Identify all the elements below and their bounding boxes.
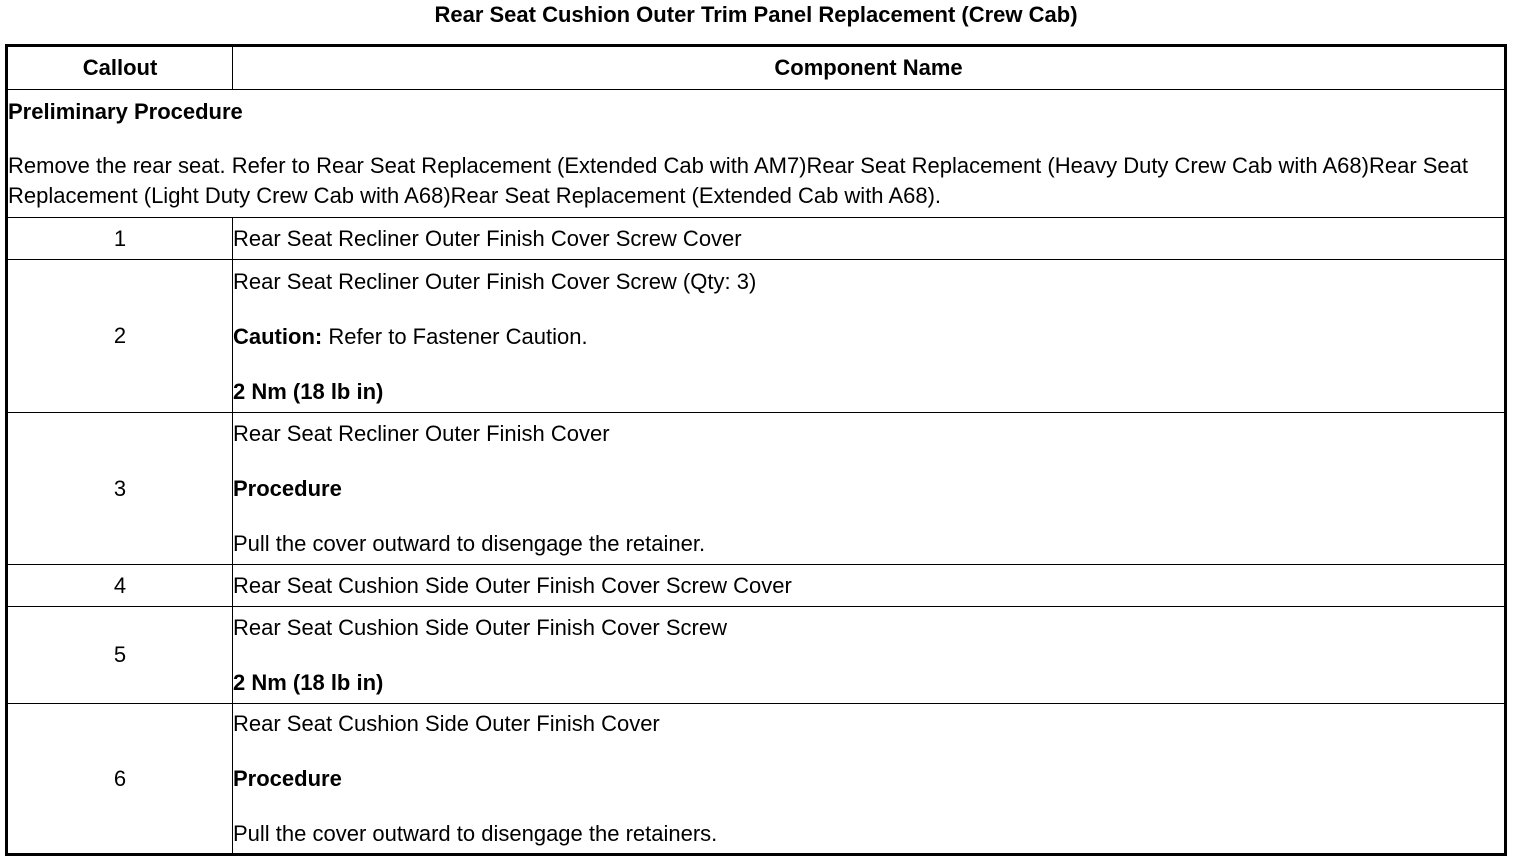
caution-label: Caution: <box>233 323 323 349</box>
table-row <box>7 565 1506 607</box>
table-header-row <box>7 46 1506 90</box>
table-row <box>7 607 1506 704</box>
component-name-cell <box>233 607 1506 704</box>
component-name-cell <box>233 218 1506 260</box>
procedure-heading: Procedure <box>233 476 342 501</box>
torque-spec: 2 Nm (18 lb in) <box>233 378 384 404</box>
table-row <box>7 413 1506 565</box>
procedure-heading: Procedure <box>233 766 342 791</box>
callout-column-header: Callout <box>7 46 233 90</box>
table-row <box>7 704 1506 855</box>
component-name: Rear Seat Recliner Outer Finish Cover <box>233 421 610 446</box>
component-name: Rear Seat Cushion Side Outer Finish Cover Screw <box>233 615 727 640</box>
callout-number: 3 <box>7 413 233 565</box>
component-name: Rear Seat Cushion Side Outer Finish Cover Screw Cover <box>233 573 792 598</box>
caution-text: Refer to Fastener Caution. <box>322 323 588 349</box>
callout-number: 4 <box>7 565 233 607</box>
component-name: Rear Seat Cushion Side Outer Finish Cover <box>233 711 660 736</box>
component-name: Rear Seat Recliner Outer Finish Cover Screw Cover <box>233 226 742 251</box>
component-name-column-header: Component Name <box>233 46 1506 90</box>
callout-number: 2 <box>7 260 233 413</box>
preliminary-procedure-text: Remove the rear seat. Refer to Rear Seat Replacement (Extended Cab with AM7)Rear Seat Replacement (Heavy Duty Crew Cab with A68)Rear Seat Replacement (Light Duty Crew Cab with A68)Rear Seat Replacement (Extended Cab with A68). <box>8 152 1469 208</box>
component-name-cell <box>233 260 1506 413</box>
callout-number: 6 <box>7 704 233 855</box>
procedure-text: Pull the cover outward to disengage the retainer. <box>233 531 706 556</box>
component-name-cell <box>233 565 1506 607</box>
document-title: Rear Seat Cushion Outer Trim Panel Replacement (Crew Cab) <box>434 2 1078 27</box>
component-name-cell <box>233 413 1506 565</box>
preliminary-procedure-heading: Preliminary Procedure <box>8 98 243 124</box>
torque-spec: 2 Nm (18 lb in) <box>233 670 384 695</box>
preliminary-procedure-row <box>7 90 1506 218</box>
table-row <box>7 260 1506 413</box>
components-table <box>5 44 1507 856</box>
callout-number: 1 <box>7 218 233 260</box>
table-row <box>7 218 1506 260</box>
preliminary-procedure-cell <box>7 90 1506 218</box>
procedure-text: Pull the cover outward to disengage the retainers. <box>233 821 718 846</box>
caution-note <box>233 323 1504 350</box>
callout-number: 5 <box>7 607 233 704</box>
component-name-cell <box>233 704 1506 855</box>
component-name: Rear Seat Recliner Outer Finish Cover Screw (Qty: 3) <box>233 268 757 294</box>
